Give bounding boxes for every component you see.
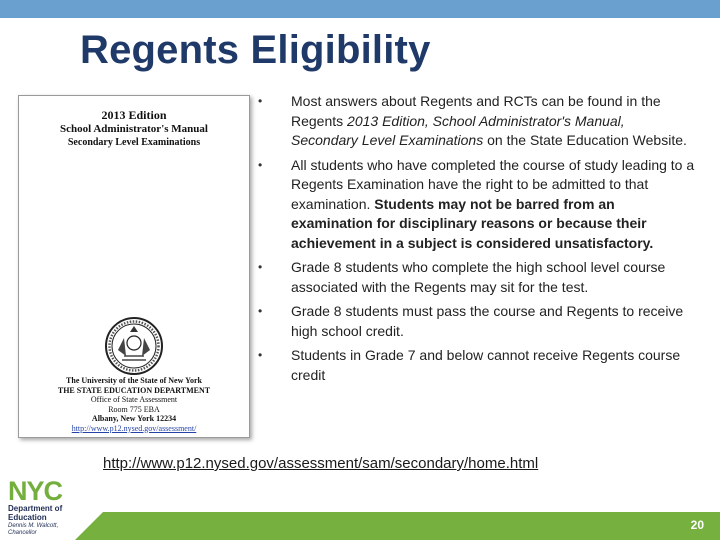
bullet-text: Students may not be barred from an examination for disciplinary reasons or because their achievement in a subject is considered unsatisfactory.: [291, 195, 654, 251]
bullet-marker: •: [258, 260, 263, 274]
bullet-item: [250, 156, 695, 254]
cover-heading: [19, 108, 249, 150]
cover-manual-title: School Administrator's Manual: [60, 123, 208, 135]
bullet-item: [250, 346, 695, 385]
cover-city: Albany, New York 12234: [91, 414, 177, 423]
bullet-text: Students in Grade 7 and below cannot receive Regents course credit: [291, 347, 681, 383]
bullet-item: [250, 258, 695, 297]
bullet-marker: •: [258, 348, 263, 362]
nyc-doe-logo: [8, 477, 78, 537]
bullet-text: 2013 Edition, School Administrator's Manual, Secondary Level Examinations: [291, 112, 625, 148]
bullet-marker: •: [258, 304, 263, 318]
assessment-link[interactable]: http://www.p12.nysed.gov/assessment/sam/secondary/home.html: [103, 455, 539, 472]
logo-department-line2: Education: [8, 513, 47, 522]
state-seal-icon: [104, 316, 164, 376]
cover-room: Room 775 EBA: [108, 404, 160, 414]
top-accent-bar: [0, 0, 720, 18]
bullet-item: [250, 92, 695, 151]
cover-department: THE STATE EDUCATION DEPARTMENT: [57, 385, 211, 395]
cover-office: Office of State Assessment: [90, 395, 178, 404]
cover-url: http://www.p12.nysed.gov/assessment/: [71, 423, 197, 433]
page-number: 20: [690, 518, 704, 532]
bullet-text: Grade 8 students who complete the high school level course associated with the Regents may sit for the test.: [291, 259, 666, 295]
nyc-logo-icon: [8, 477, 78, 503]
bullet-item: [250, 302, 695, 341]
bullet-text: Most answers about Regents and RCTs can be found in the Regents: [291, 93, 661, 129]
bullet-text: Grade 8 students must pass the course and Regents to receive high school credit.: [291, 303, 684, 339]
bullet-text: on the State Education Website.: [483, 132, 687, 148]
slide-title: Regents Eligibility: [80, 28, 431, 72]
cover-edition: 2013 Edition: [101, 108, 167, 122]
cover-footer: [19, 376, 249, 433]
bullet-text: All students who have completed the course of study leading to a Regents Examination have the right to be admitted to that examination.: [291, 156, 695, 212]
cover-university: The University of the State of New York: [66, 376, 202, 385]
bottom-accent-bar: [75, 512, 720, 540]
bullet-marker: •: [258, 94, 263, 108]
nyc-logo-text: NYC: [8, 477, 63, 503]
logo-department-line1: Department of: [8, 504, 63, 513]
bullet-marker: •: [258, 157, 263, 172]
cover-subtitle: Secondary Level Examinations: [67, 137, 201, 148]
bullet-list: [250, 92, 695, 390]
manual-cover-image: [18, 95, 250, 438]
logo-tagline: Dennis M. Walcott, Chancellor: [8, 523, 59, 536]
